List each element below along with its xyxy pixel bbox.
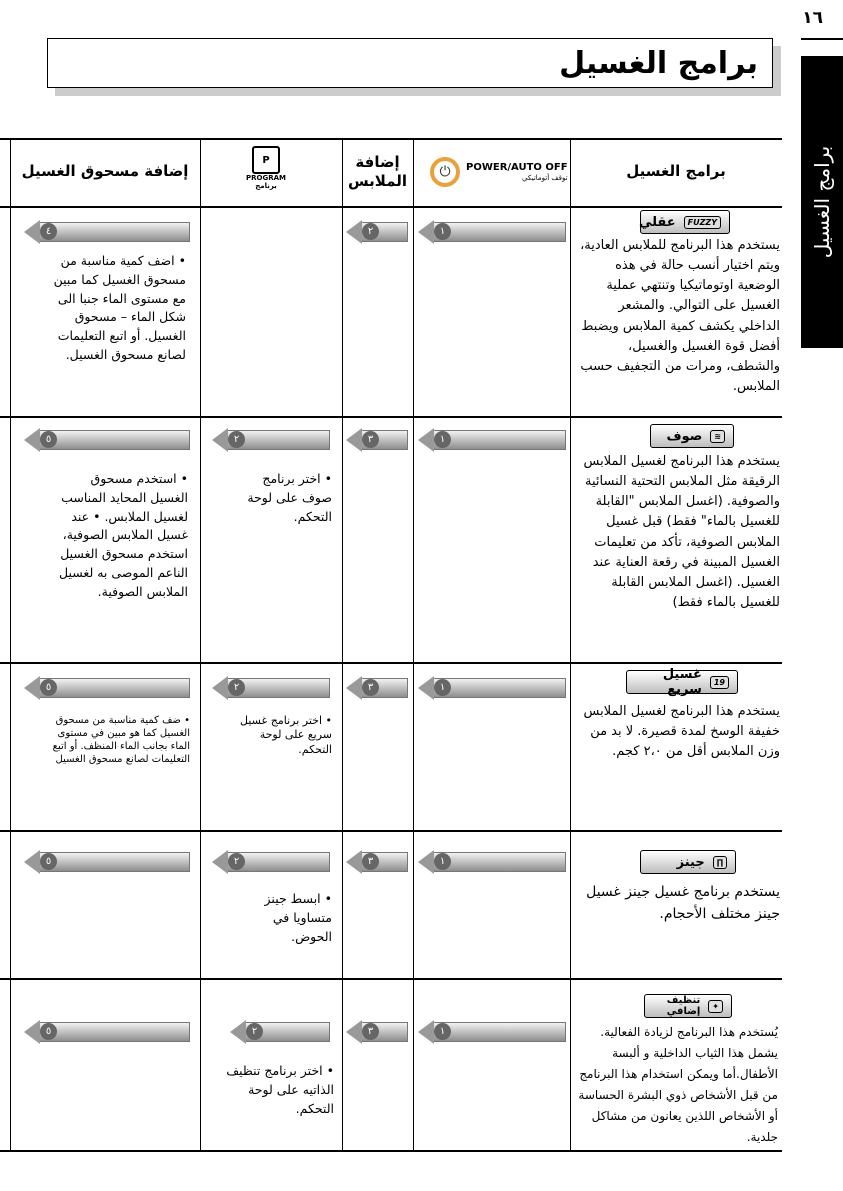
step-arrow: [346, 676, 408, 700]
step-number: ٣: [362, 679, 379, 696]
power-button-graphic: [430, 153, 570, 191]
page-title: برامج الغسيل: [559, 45, 758, 81]
program-instructions: • ابسط جينز متساويا في الحوض.: [264, 891, 332, 944]
program-description: يستخدم برنامج غسيل جينز غسيل جينز مختلف الأحجام.: [586, 884, 780, 922]
step-arrow: [346, 220, 408, 244]
step-number: ١: [434, 223, 451, 240]
program-instructions: • اختر برنامج تنظيف الذاتيه على لوحة التحكم.: [226, 1063, 334, 1116]
program-description: يستخدم هذا البرنامج لغسيل الملابس خفيفة الوسخ لمدة قصيرة. لا بد من وزن الملابس أقل من ٢،٠ كجم.: [583, 704, 780, 760]
shirt-icon: P: [252, 146, 280, 174]
page-number: ١٦: [802, 8, 823, 28]
power-label: POWER/AUTO OFF: [466, 162, 568, 173]
program-description: يستخدم هذا البرنامج للملابس العادية، ويتم اختيار أنسب حالة في هذه الوضعية اوتوماتيكيا وتنتهي عملية الغسيل على التوالي. والمشعر الداخلي يكشف كمية الملابس ويضبط أفضل قوة الغسيل والغسيل، والشطف، ومرات من التجفيف حسب الملابس.: [580, 238, 780, 394]
step-number: ٣: [362, 853, 379, 870]
step-number: ٥: [40, 1023, 57, 1040]
program-description: يستخدم هذا البرنامج لغسيل الملابس الرقيقة مثل الملابس التحتية النسائية والصوفية. (اغسل الملابس "القابلة للغسيل بالماء" فقط) قبل غسيل الملابس الصوفية، تأكد من تعليمات الغسيل المبينة في رقعة العناية عند الغسيل. (اغسل الملابس القابلة للغسيل بالماء فقط): [583, 454, 780, 610]
step-number: ٢: [228, 679, 245, 696]
step-number: ٥: [40, 431, 57, 448]
step-arrow: [24, 676, 190, 700]
program-instructions: • اختر برنامج صوف على لوحة التحكم.: [247, 471, 332, 524]
step-number: ٤: [40, 223, 57, 240]
step-number: ٢: [246, 1023, 263, 1040]
power-sublabel: توقف أتوماتيكي: [522, 174, 568, 182]
step-arrow: [418, 220, 566, 244]
step-arrow: [418, 428, 566, 452]
program-badge: [650, 424, 734, 448]
side-tab: [801, 56, 843, 348]
step-number: ٣: [362, 1023, 379, 1040]
extra-clean-icon: ✦: [708, 1000, 723, 1013]
wool-icon: ≋: [710, 430, 725, 443]
step-number: ٢: [228, 431, 245, 448]
badge-label: غسيل سريع: [662, 667, 702, 697]
step-number: ١: [434, 853, 451, 870]
side-tab-rule: [801, 38, 843, 40]
programs-table: [0, 138, 782, 1152]
step-arrow: [230, 1020, 330, 1044]
step-arrow: [418, 1020, 566, 1044]
program-badge: [644, 994, 732, 1018]
step-number: ١: [434, 679, 451, 696]
fuzzy-icon: FUZZY: [684, 216, 721, 229]
detergent-instructions: • استخدم مسحوق الغسيل المحايد المناسب لغسيل الملابس. • عند غسيل الملابس الصوفية، استخدم مسحوق الغسيل الناعم الموصى به لغسيل الملابس الصوفية.: [59, 471, 188, 599]
step-number: ٢: [362, 223, 379, 240]
badge-label: تنظيف إضافي: [666, 995, 701, 1017]
program-instructions: • اختر برنامج غسيل سريع على لوحة التحكم.: [240, 714, 332, 756]
step-number: ١: [434, 431, 451, 448]
step-arrow: [346, 850, 408, 874]
step-number: ٥: [40, 853, 57, 870]
step-arrow: [24, 220, 190, 244]
step-number: ٥: [40, 679, 57, 696]
step-arrow: [24, 1020, 190, 1044]
step-arrow: [418, 676, 566, 700]
side-tab-label: برامج الغسيل: [810, 145, 834, 259]
step-number: ١: [434, 1023, 451, 1040]
step-number: ٢: [228, 853, 245, 870]
program-sublabel: برنامج: [255, 182, 277, 191]
step-arrow: [212, 676, 330, 700]
program-badge: [640, 210, 730, 234]
program-badge: [640, 850, 736, 874]
program-badge: [626, 667, 738, 697]
header-detergent: إضافة مسحوق الغسيل: [21, 162, 189, 181]
program-label: PROGRAM: [246, 174, 286, 182]
header-programs: برامج الغسيل: [626, 162, 726, 181]
quick-wash-icon: 19: [710, 676, 729, 689]
step-arrow: [418, 850, 566, 874]
detergent-instructions: • اضف كمية مناسبة من مسحوق الغسيل كما مبين مع مستوى الماء جنبا الى شكل الماء – مسحوق الغسيل. أو اتبع التعليمات لصانع مسحوق الغسيل.: [53, 253, 186, 362]
badge-label: جينز: [676, 854, 705, 870]
header-add-clothes: إضافة الملابس: [347, 152, 408, 190]
step-arrow: [346, 428, 408, 452]
badge-label: عقلي: [638, 214, 676, 230]
program-button-graphic: [236, 146, 296, 191]
step-arrow: [24, 428, 190, 452]
badge-label: صوف: [666, 428, 703, 444]
step-number: ٣: [362, 431, 379, 448]
program-description: يُستخدم هذا البرنامج لزيادة الفعالية. يشمل هذا الثياب الداخلية و ألبسة الأطفال.أما ويمكن استخدام هذا البرنامج من قبل الأشخاص ذوي البشرة الحساسة أو الأشخاص اللذين يعانون من مشاكل جلدية.: [578, 1025, 778, 1144]
step-arrow: [212, 428, 330, 452]
step-arrow: [212, 850, 330, 874]
power-icon: ⏻: [430, 157, 460, 187]
step-arrow: [24, 850, 190, 874]
detergent-instructions: • ضف كمية مناسبة من مسحوق الغسيل كما هو مبين في مستوى الماء بجانب الماء المنظف. أو اتبع التعليمات لصانع مسحوق الغسيل: [52, 715, 190, 765]
step-arrow: [346, 1020, 408, 1044]
title-box: [47, 38, 781, 96]
jeans-icon: ∏: [713, 856, 727, 869]
